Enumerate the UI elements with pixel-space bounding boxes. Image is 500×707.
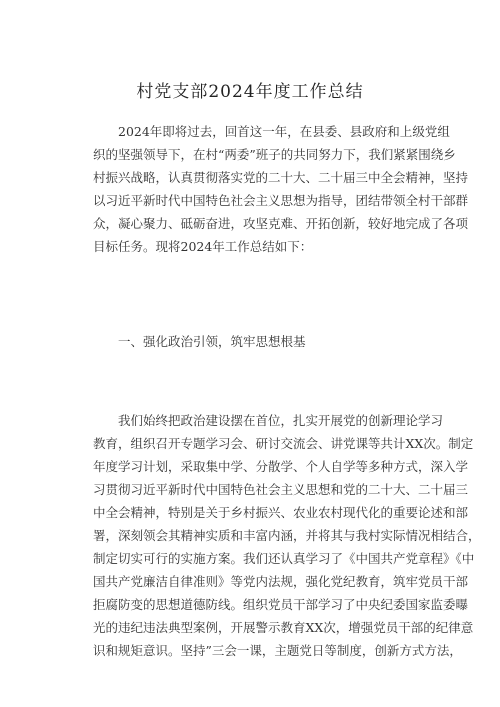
section-line: 署，深刻领会其精神实质和丰富内涵，并将其与我村实际情况相结合， bbox=[93, 528, 481, 543]
intro-line: 众，凝心聚力、砥砺奋进，攻坚克难、开拓创新，较好地完成了各项 bbox=[93, 216, 469, 231]
section-paragraph bbox=[93, 409, 481, 662]
intro-line: 目标任务。现将2024年工作总结如下： bbox=[93, 239, 313, 254]
section-line: 中全会精神，特别是关于乡村振兴、农业农村现代化的重要论述和部 bbox=[93, 505, 469, 520]
section-line: 制定切实可行的实施方案。我们还认真学习了《中国共产党章程》《中 bbox=[93, 551, 475, 566]
section-line: 年度学习计划，采取集中学、分散学、个人自学等多种方式，深入学 bbox=[93, 459, 469, 474]
intro-line: 以习近平新时代中国特色社会主义思想为指导，团结带领全村干部群 bbox=[93, 193, 469, 208]
section-line: 教育，组织召开专题学习会、研讨交流会、讲党课等共计XX次。制定 bbox=[93, 436, 474, 451]
section-line: 光的违纪违法典型案例，开展警示教育XX次，增强党员干部的纪律意 bbox=[93, 620, 474, 635]
section-line: 拒腐防变的思想道德防线。组织党员干部学习了中央纪委国家监委曝 bbox=[93, 597, 469, 612]
intro-line: 织的坚强领导下，在村“两委”班子的共同努力下，我们紧紧围绕乡 bbox=[93, 147, 456, 162]
section-line: 识和规矩意识。坚持”三会一课，主题党日等制度，创新方式方法， bbox=[93, 643, 462, 658]
intro-line: 2024年即将过去，回首这一年，在县委、县政府和上级党组 bbox=[118, 124, 450, 139]
intro-line: 村振兴战略，认真贯彻落实党的二十大、二十届三中全会精神，坚持 bbox=[93, 170, 469, 185]
section-heading: 一、强化政治引领，筑牢思想根基 bbox=[118, 334, 306, 349]
intro-paragraph bbox=[93, 120, 469, 258]
section-line: 国共产党廉洁自律准则》等党内法规，强化党纪教育，筑牢党员干部 bbox=[93, 574, 469, 589]
document-title: 村党支部2024年度工作总结 bbox=[136, 82, 364, 102]
section-line: 我们始终把政治建设摆在首位，扎实开展党的创新理论学习 bbox=[118, 413, 444, 428]
section-line: 习贯彻习近平新时代中国特色社会主义思想和党的二十大、二十届三 bbox=[93, 482, 469, 497]
